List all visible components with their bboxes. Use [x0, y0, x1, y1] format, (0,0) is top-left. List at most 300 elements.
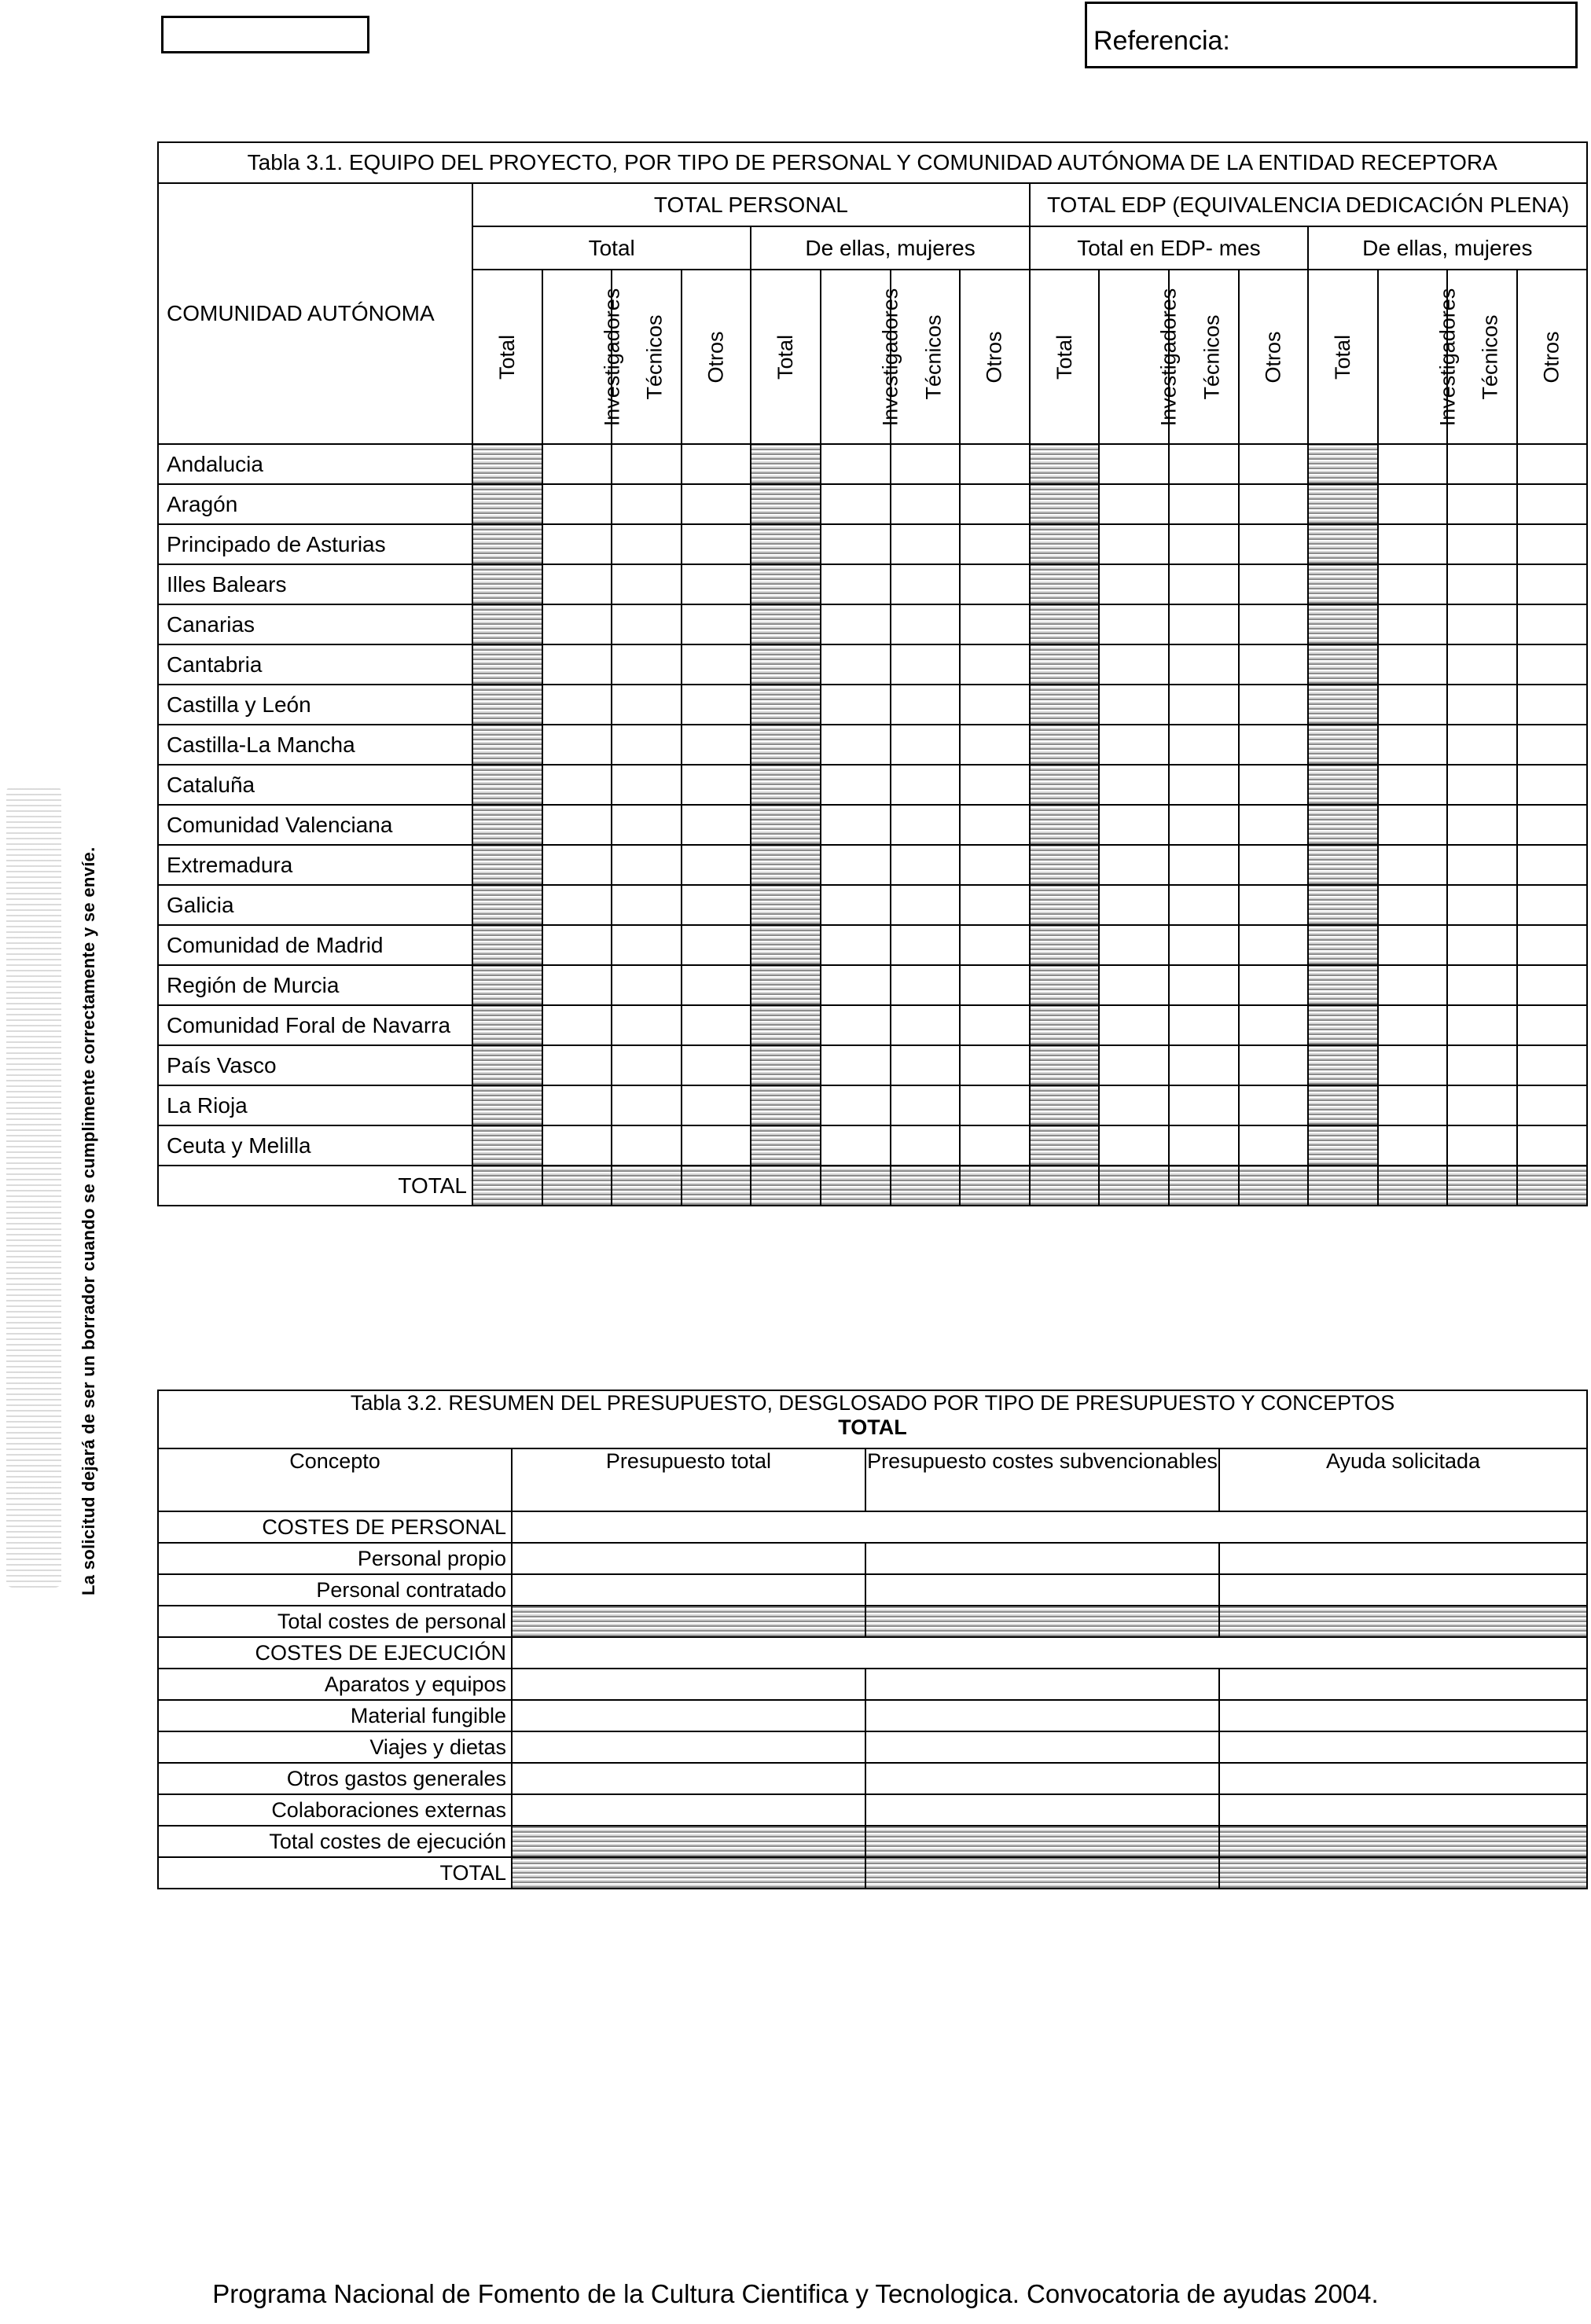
input-cell[interactable] [891, 1045, 961, 1085]
computed-cell [472, 805, 542, 845]
row-viajes: Viajes y dietas [158, 1731, 512, 1763]
input-cell[interactable] [821, 564, 891, 604]
input-cell[interactable] [1099, 524, 1169, 564]
input-cell[interactable] [1378, 1045, 1448, 1085]
input-cell[interactable] [1517, 725, 1587, 765]
computed-cell [1030, 805, 1100, 845]
input-cell[interactable] [1099, 644, 1169, 685]
input-cell[interactable] [1219, 1669, 1587, 1700]
input-cell[interactable] [612, 644, 682, 685]
input-cell[interactable] [612, 524, 682, 564]
empty-cell [512, 1637, 1587, 1669]
input-cell[interactable] [891, 885, 961, 925]
input-cell[interactable] [960, 885, 1030, 925]
input-cell[interactable] [1239, 484, 1309, 524]
input-cell[interactable] [542, 484, 612, 524]
col-otros-label: Otros [704, 331, 728, 384]
input-cell[interactable] [960, 644, 1030, 685]
computed-cell [1308, 1045, 1378, 1085]
code-field-box[interactable] [161, 16, 369, 53]
input-cell[interactable] [960, 725, 1030, 765]
table-row [158, 1125, 1587, 1166]
input-cell[interactable] [682, 564, 751, 604]
input-cell[interactable] [1378, 524, 1448, 564]
input-cell[interactable] [960, 1125, 1030, 1166]
input-cell[interactable] [1169, 564, 1239, 604]
input-cell[interactable] [865, 1543, 1219, 1574]
input-cell[interactable] [821, 1125, 891, 1166]
input-cell[interactable] [821, 725, 891, 765]
sub-mujeres: De ellas, mujeres [751, 226, 1029, 270]
row-personal-contratado: Personal contratado [158, 1574, 512, 1606]
input-cell[interactable] [612, 1085, 682, 1125]
group-total-personal: TOTAL PERSONAL [472, 183, 1030, 226]
input-cell[interactable] [891, 564, 961, 604]
input-cell[interactable] [865, 1700, 1219, 1731]
input-cell[interactable] [821, 885, 891, 925]
table-row [158, 805, 1587, 845]
input-cell[interactable] [1219, 1794, 1587, 1826]
input-cell[interactable] [1239, 604, 1309, 644]
computed-cell [1030, 885, 1100, 925]
input-cell[interactable] [542, 925, 612, 965]
input-cell[interactable] [821, 805, 891, 845]
input-cell[interactable] [682, 1005, 751, 1045]
computed-cell [1030, 644, 1100, 685]
computed-cell [1030, 1005, 1100, 1045]
input-cell[interactable] [512, 1794, 865, 1826]
input-cell[interactable] [1219, 1574, 1587, 1606]
input-cell[interactable] [1447, 1045, 1517, 1085]
input-cell[interactable] [865, 1669, 1219, 1700]
input-cell[interactable] [891, 965, 961, 1005]
input-cell[interactable] [1447, 925, 1517, 965]
input-cell[interactable] [1169, 444, 1239, 484]
input-cell[interactable] [891, 845, 961, 885]
input-cell[interactable] [1447, 564, 1517, 604]
input-cell[interactable] [1517, 1125, 1587, 1166]
input-cell[interactable] [1517, 644, 1587, 685]
input-cell[interactable] [1517, 965, 1587, 1005]
input-cell[interactable] [1517, 564, 1587, 604]
input-cell[interactable] [1239, 805, 1309, 845]
input-cell[interactable] [1169, 524, 1239, 564]
input-cell[interactable] [1447, 1125, 1517, 1166]
row-label: Ceuta y Melilla [158, 1125, 472, 1166]
input-cell[interactable] [1169, 1005, 1239, 1045]
input-cell[interactable] [1219, 1763, 1587, 1794]
input-cell[interactable] [1099, 845, 1169, 885]
row-label: Cataluña [158, 765, 472, 805]
input-cell[interactable] [891, 925, 961, 965]
input-cell[interactable] [891, 765, 961, 805]
input-cell[interactable] [542, 1125, 612, 1166]
input-cell[interactable] [1099, 1125, 1169, 1166]
input-cell[interactable] [1447, 484, 1517, 524]
input-cell[interactable] [682, 725, 751, 765]
input-cell[interactable] [821, 644, 891, 685]
input-cell[interactable] [891, 484, 961, 524]
input-cell[interactable] [1219, 1700, 1587, 1731]
table-row [158, 885, 1587, 925]
input-cell[interactable] [1239, 1005, 1309, 1045]
input-cell[interactable] [682, 965, 751, 1005]
input-cell[interactable] [1378, 845, 1448, 885]
section-costes-personal: COSTES DE PERSONAL [158, 1511, 512, 1543]
input-cell[interactable] [542, 805, 612, 845]
input-cell[interactable] [682, 644, 751, 685]
input-cell[interactable] [960, 765, 1030, 805]
input-cell[interactable] [612, 484, 682, 524]
col-tecnicos-label: Técnicos [921, 314, 946, 400]
computed-cell [1308, 765, 1378, 805]
input-cell[interactable] [1447, 604, 1517, 644]
input-cell[interactable] [1169, 604, 1239, 644]
input-cell[interactable] [542, 685, 612, 725]
input-cell[interactable] [891, 524, 961, 564]
input-cell[interactable] [1378, 925, 1448, 965]
input-cell[interactable] [1447, 845, 1517, 885]
input-cell[interactable] [1099, 1005, 1169, 1045]
input-cell[interactable] [891, 725, 961, 765]
row-label: Andalucia [158, 444, 472, 484]
input-cell[interactable] [612, 885, 682, 925]
row-total: TOTAL [158, 1857, 512, 1889]
input-cell[interactable] [542, 885, 612, 925]
computed-cell [612, 1166, 682, 1206]
input-cell[interactable] [542, 444, 612, 484]
input-cell[interactable] [891, 444, 961, 484]
input-cell[interactable] [682, 765, 751, 805]
computed-cell [751, 1045, 821, 1085]
input-cell[interactable] [1239, 644, 1309, 685]
input-cell[interactable] [865, 1574, 1219, 1606]
input-cell[interactable] [1517, 805, 1587, 845]
input-cell[interactable] [960, 845, 1030, 885]
input-cell[interactable] [1378, 444, 1448, 484]
input-cell[interactable] [1378, 1085, 1448, 1125]
input-cell[interactable] [960, 1045, 1030, 1085]
input-cell[interactable] [542, 644, 612, 685]
reference-field[interactable] [1085, 2, 1578, 68]
input-cell[interactable] [1378, 885, 1448, 925]
input-cell[interactable] [960, 444, 1030, 484]
input-cell[interactable] [1099, 965, 1169, 1005]
col-otros-header [1517, 270, 1587, 444]
input-cell[interactable] [1099, 885, 1169, 925]
input-cell[interactable] [512, 1700, 865, 1731]
input-cell[interactable] [1099, 685, 1169, 725]
input-cell[interactable] [512, 1543, 865, 1574]
input-cell[interactable] [1239, 1045, 1309, 1085]
input-cell[interactable] [1517, 524, 1587, 564]
input-cell[interactable] [1517, 484, 1587, 524]
input-cell[interactable] [612, 1005, 682, 1045]
input-cell[interactable] [1378, 1125, 1448, 1166]
input-cell[interactable] [821, 524, 891, 564]
input-cell[interactable] [1378, 765, 1448, 805]
input-cell[interactable] [891, 1085, 961, 1125]
input-cell[interactable] [542, 845, 612, 885]
input-cell[interactable] [1517, 925, 1587, 965]
input-cell[interactable] [1517, 444, 1587, 484]
computed-cell [1099, 1166, 1169, 1206]
input-cell[interactable] [1099, 1085, 1169, 1125]
input-cell[interactable] [1517, 1085, 1587, 1125]
input-cell[interactable] [891, 685, 961, 725]
input-cell[interactable] [1169, 805, 1239, 845]
input-cell[interactable] [1378, 685, 1448, 725]
input-cell[interactable] [1099, 484, 1169, 524]
input-cell[interactable] [682, 885, 751, 925]
input-cell[interactable] [1517, 1005, 1587, 1045]
input-cell[interactable] [960, 484, 1030, 524]
input-cell[interactable] [891, 805, 961, 845]
input-cell[interactable] [682, 925, 751, 965]
row-label: Comunidad de Madrid [158, 925, 472, 965]
input-cell[interactable] [1239, 1125, 1309, 1166]
input-cell[interactable] [821, 765, 891, 805]
computed-cell [1308, 564, 1378, 604]
input-cell[interactable] [1169, 484, 1239, 524]
input-cell[interactable] [1378, 604, 1448, 644]
input-cell[interactable] [612, 925, 682, 965]
input-cell[interactable] [1447, 444, 1517, 484]
input-cell[interactable] [1169, 1085, 1239, 1125]
computed-cell [512, 1826, 865, 1857]
input-cell[interactable] [1447, 805, 1517, 845]
input-cell[interactable] [512, 1574, 865, 1606]
input-cell[interactable] [960, 1005, 1030, 1045]
input-cell[interactable] [821, 685, 891, 725]
input-cell[interactable] [1169, 765, 1239, 805]
input-cell[interactable] [1447, 725, 1517, 765]
input-cell[interactable] [682, 685, 751, 725]
input-cell[interactable] [612, 444, 682, 484]
input-cell[interactable] [960, 685, 1030, 725]
input-cell[interactable] [542, 1005, 612, 1045]
input-cell[interactable] [1169, 1125, 1239, 1166]
input-cell[interactable] [682, 604, 751, 644]
computed-cell [472, 644, 542, 685]
input-cell[interactable] [542, 1085, 612, 1125]
col-otros-label: Otros [1261, 331, 1285, 384]
input-cell[interactable] [865, 1794, 1219, 1826]
input-cell[interactable] [682, 484, 751, 524]
input-cell[interactable] [512, 1763, 865, 1794]
input-cell[interactable] [821, 845, 891, 885]
table2-title: Tabla 3.2. RESUMEN DEL PRESUPUESTO, DESGLOSADO POR TIPO DE PRESUPUESTO Y CONCEPTOS [350, 1391, 1395, 1415]
input-cell[interactable] [821, 965, 891, 1005]
input-cell[interactable] [682, 1045, 751, 1085]
input-cell[interactable] [865, 1763, 1219, 1794]
input-cell[interactable] [1239, 845, 1309, 885]
input-cell[interactable] [1378, 644, 1448, 685]
table-row [158, 685, 1587, 725]
col-presupuesto-total: Presupuesto total [512, 1448, 865, 1511]
table-row [158, 1085, 1587, 1125]
input-cell[interactable] [682, 1125, 751, 1166]
input-cell[interactable] [1239, 725, 1309, 765]
computed-cell [1308, 685, 1378, 725]
row-total-personal: Total costes de personal [158, 1606, 512, 1637]
computed-cell [1030, 685, 1100, 725]
computed-cell [751, 845, 821, 885]
input-cell[interactable] [1219, 1543, 1587, 1574]
input-cell[interactable] [542, 765, 612, 805]
input-cell[interactable] [1169, 1045, 1239, 1085]
table-row [158, 524, 1587, 564]
input-cell[interactable] [1099, 604, 1169, 644]
input-cell[interactable] [612, 725, 682, 765]
input-cell[interactable] [1447, 685, 1517, 725]
input-cell[interactable] [865, 1731, 1219, 1763]
input-cell[interactable] [612, 965, 682, 1005]
input-cell[interactable] [1378, 1005, 1448, 1045]
input-cell[interactable] [960, 805, 1030, 845]
input-cell[interactable] [1378, 564, 1448, 604]
input-cell[interactable] [891, 604, 961, 644]
input-cell[interactable] [1517, 845, 1587, 885]
input-cell[interactable] [1239, 524, 1309, 564]
input-cell[interactable] [612, 845, 682, 885]
input-cell[interactable] [512, 1669, 865, 1700]
input-cell[interactable] [960, 604, 1030, 644]
input-cell[interactable] [612, 564, 682, 604]
computed-cell [1308, 444, 1378, 484]
input-cell[interactable] [1099, 805, 1169, 845]
input-cell[interactable] [960, 564, 1030, 604]
input-cell[interactable] [682, 444, 751, 484]
input-cell[interactable] [960, 925, 1030, 965]
input-cell[interactable] [612, 604, 682, 644]
input-cell[interactable] [1517, 685, 1587, 725]
input-cell[interactable] [612, 805, 682, 845]
input-cell[interactable] [1378, 805, 1448, 845]
input-cell[interactable] [1378, 484, 1448, 524]
input-cell[interactable] [1099, 725, 1169, 765]
input-cell[interactable] [542, 524, 612, 564]
input-cell[interactable] [612, 685, 682, 725]
input-cell[interactable] [682, 1085, 751, 1125]
input-cell[interactable] [1099, 444, 1169, 484]
input-cell[interactable] [891, 1125, 961, 1166]
computed-cell [821, 1166, 891, 1206]
input-cell[interactable] [1169, 644, 1239, 685]
computed-cell [751, 444, 821, 484]
input-cell[interactable] [1447, 524, 1517, 564]
input-cell[interactable] [1239, 1085, 1309, 1125]
input-cell[interactable] [1169, 725, 1239, 765]
input-cell[interactable] [821, 444, 891, 484]
input-cell[interactable] [682, 845, 751, 885]
input-cell[interactable] [542, 604, 612, 644]
computed-cell [1308, 484, 1378, 524]
input-cell[interactable] [1239, 685, 1309, 725]
computed-cell [751, 925, 821, 965]
input-cell[interactable] [1239, 885, 1309, 925]
input-cell[interactable] [821, 925, 891, 965]
input-cell[interactable] [512, 1731, 865, 1763]
input-cell[interactable] [1239, 564, 1309, 604]
input-cell[interactable] [1099, 925, 1169, 965]
input-cell[interactable] [1099, 765, 1169, 805]
input-cell[interactable] [960, 1085, 1030, 1125]
computed-cell [1030, 845, 1100, 885]
input-cell[interactable] [1169, 685, 1239, 725]
input-cell[interactable] [1447, 1085, 1517, 1125]
input-cell[interactable] [960, 524, 1030, 564]
input-cell[interactable] [612, 765, 682, 805]
input-cell[interactable] [821, 1005, 891, 1045]
input-cell[interactable] [1239, 765, 1309, 805]
input-cell[interactable] [1447, 765, 1517, 805]
col-otros-header [1239, 270, 1309, 444]
input-cell[interactable] [1219, 1731, 1587, 1763]
col-tecnicos-label: Técnicos [1200, 314, 1224, 400]
input-cell[interactable] [1447, 885, 1517, 925]
input-cell[interactable] [1517, 604, 1587, 644]
input-cell[interactable] [1169, 965, 1239, 1005]
input-cell[interactable] [821, 484, 891, 524]
side-note: La solicitud dejará de ser un borrador cuando se cumplimente correctamente y se envíe. [79, 846, 98, 1595]
input-cell[interactable] [1239, 444, 1309, 484]
computed-cell [865, 1606, 1219, 1637]
computed-cell [472, 1005, 542, 1045]
input-cell[interactable] [1447, 644, 1517, 685]
input-cell[interactable] [1169, 885, 1239, 925]
input-cell[interactable] [821, 604, 891, 644]
input-cell[interactable] [1239, 965, 1309, 1005]
row-label: País Vasco [158, 1045, 472, 1085]
input-cell[interactable] [821, 1085, 891, 1125]
input-cell[interactable] [612, 1125, 682, 1166]
input-cell[interactable] [891, 1005, 961, 1045]
input-cell[interactable] [682, 524, 751, 564]
input-cell[interactable] [1517, 885, 1587, 925]
input-cell[interactable] [542, 965, 612, 1005]
input-cell[interactable] [1517, 765, 1587, 805]
input-cell[interactable] [1099, 1045, 1169, 1085]
input-cell[interactable] [542, 564, 612, 604]
empty-cell [512, 1511, 1587, 1543]
row-label: Cantabria [158, 644, 472, 685]
input-cell[interactable] [1378, 725, 1448, 765]
input-cell[interactable] [960, 965, 1030, 1005]
input-cell[interactable] [1378, 965, 1448, 1005]
input-cell[interactable] [1517, 1045, 1587, 1085]
input-cell[interactable] [891, 644, 961, 685]
input-cell[interactable] [821, 1045, 891, 1085]
input-cell[interactable] [1447, 1005, 1517, 1045]
computed-cell [1030, 604, 1100, 644]
input-cell[interactable] [1239, 925, 1309, 965]
input-cell[interactable] [612, 1045, 682, 1085]
input-cell[interactable] [1447, 965, 1517, 1005]
computed-cell [751, 484, 821, 524]
table-row [158, 564, 1587, 604]
input-cell[interactable] [542, 1045, 612, 1085]
input-cell[interactable] [1169, 845, 1239, 885]
computed-cell [1517, 1166, 1587, 1206]
input-cell[interactable] [1169, 925, 1239, 965]
input-cell[interactable] [682, 805, 751, 845]
reference-label: Referencia: [1093, 26, 1230, 56]
input-cell[interactable] [542, 725, 612, 765]
row-personal-propio: Personal propio [158, 1543, 512, 1574]
input-cell[interactable] [1099, 564, 1169, 604]
computed-cell [1308, 1005, 1378, 1045]
